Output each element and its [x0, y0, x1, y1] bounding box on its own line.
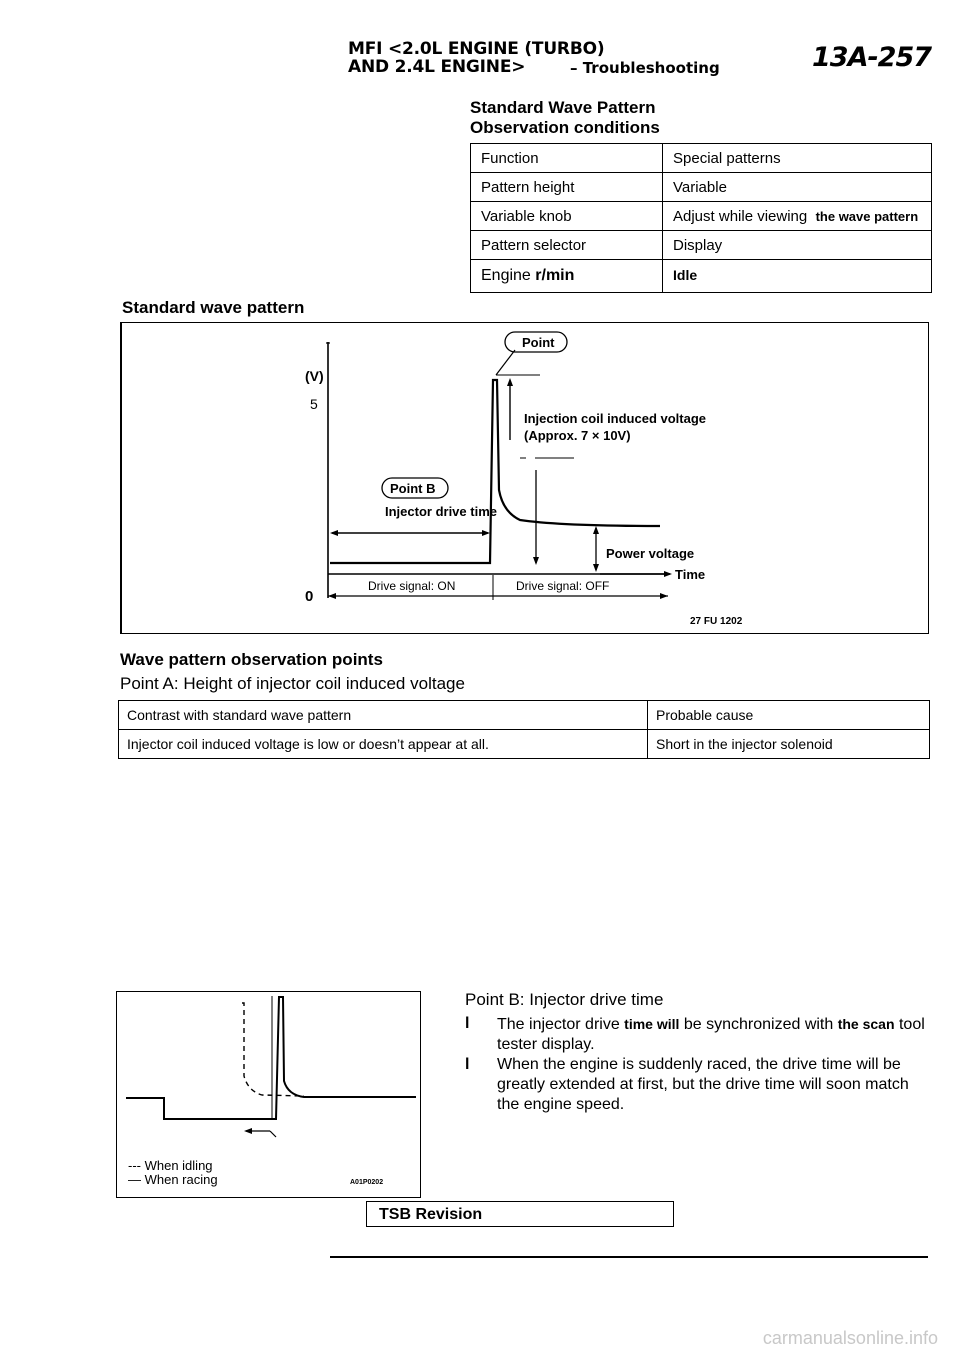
idling-waveform [242, 1003, 304, 1096]
y-tick-5: 5 [310, 396, 318, 412]
extension-tail [270, 1131, 276, 1137]
wave-heading: Standard wave pattern [122, 298, 305, 317]
point-a-leader [496, 350, 515, 375]
drive-arrow-head-left [330, 530, 338, 536]
page-number: 13A-257 [812, 42, 932, 73]
points-heading: Wave pattern observation points [120, 650, 383, 669]
drive-time-label: Injector drive time [385, 504, 497, 519]
bullet-bold: the scan [837, 1016, 895, 1032]
signal-on-label: Drive signal: ON [368, 579, 456, 593]
obs-value: Variable [663, 173, 932, 202]
table-row [119, 730, 930, 759]
power-arrow-right-head-bottom [593, 564, 599, 572]
header-title-line1: MFI <2.0L ENGINE (TURBO) [348, 39, 605, 59]
induced-arrow-head [507, 378, 513, 386]
obs-label-bold: r/min [535, 267, 575, 284]
point-a-label: Point [522, 335, 555, 350]
racing-wave-diagram [116, 991, 422, 1199]
drive-arrow-head-right [482, 530, 490, 536]
signal-arrow-right [660, 593, 668, 599]
obs-label: Pattern height [471, 173, 663, 202]
power-arrow-left-head [533, 557, 539, 565]
point-b-label: Point B [390, 481, 436, 496]
cause-value: Short in the injector solenoid [648, 730, 930, 759]
bullet-text: tool tester display. [497, 1016, 925, 1053]
header-title-line2: AND 2.4L ENGINE> [348, 57, 526, 77]
y-tick-0: 0 [305, 588, 314, 605]
signal-off-label: Drive signal: OFF [516, 579, 610, 593]
time-label: Time [675, 567, 706, 582]
obs-label: Engine [481, 267, 531, 284]
induced-voltage-value: (Approx. 7 × 10V) [524, 428, 631, 443]
legend-idling: --- When idling [128, 1158, 213, 1173]
cause-header-contrast: Contrast with standard wave pattern [119, 701, 648, 730]
cause-table [118, 700, 930, 759]
obs-label: Pattern selector [471, 231, 663, 260]
bullet-text: When the engine is suddenly raced, the drive time will be greatly extended at first, but the drive time will soon match the engine speed. [497, 1056, 909, 1113]
y-unit-label: (V) [305, 368, 324, 384]
racing-waveform [126, 997, 416, 1119]
obs-label: Variable knob [471, 202, 663, 231]
header-section: – Troubleshooting [570, 59, 720, 77]
obs-value: Display [663, 231, 932, 260]
observation-title: Standard Wave Pattern [470, 98, 656, 117]
point-b-heading: Point B: Injector drive time [465, 990, 664, 1009]
point-b-list [465, 1014, 935, 1115]
bullet-mark: l [465, 1015, 470, 1032]
obs-label: Function [471, 144, 663, 173]
obs-value-bold: Idle [673, 267, 698, 283]
bullet-bold: time will [624, 1016, 680, 1032]
extension-arrow-head [244, 1128, 252, 1134]
bullet-mark: l [465, 1056, 470, 1073]
obs-value: Special patterns [663, 144, 932, 173]
observation-subtitle: Observation conditions [470, 118, 660, 137]
induced-voltage-label: Injection coil induced voltage [524, 411, 707, 426]
obs-value-bold: the wave pattern [815, 208, 919, 224]
legend-racing: — When racing [128, 1172, 218, 1187]
footer-rule [330, 1256, 928, 1258]
power-arrow-right-head [593, 526, 599, 534]
table-row [119, 701, 930, 730]
time-arrow-head [664, 571, 672, 577]
watermark: carmanualsonline.info [762, 1328, 938, 1348]
signal-arrow-left [328, 593, 336, 599]
bullet-text: be synchronized with [679, 1016, 838, 1033]
list-item [465, 1014, 935, 1055]
small-figure-code: A01P0202 [350, 1179, 384, 1186]
point-a-heading: Point A: Height of injector coil induced voltage [120, 674, 465, 693]
cause-contrast: Injector coil induced voltage is low or doesn’t appear at all. [119, 730, 648, 759]
list-item [465, 1055, 935, 1115]
power-voltage-label: Power voltage [606, 546, 695, 561]
figure-code: 27 FU 1202 [690, 616, 743, 627]
obs-value: Adjust while viewing [673, 207, 808, 225]
tsb-revision-box: TSB Revision [366, 1201, 674, 1227]
waveform-line [330, 380, 660, 563]
bullet-text: The injector drive [497, 1016, 625, 1033]
cause-header-cause: Probable cause [648, 701, 930, 730]
